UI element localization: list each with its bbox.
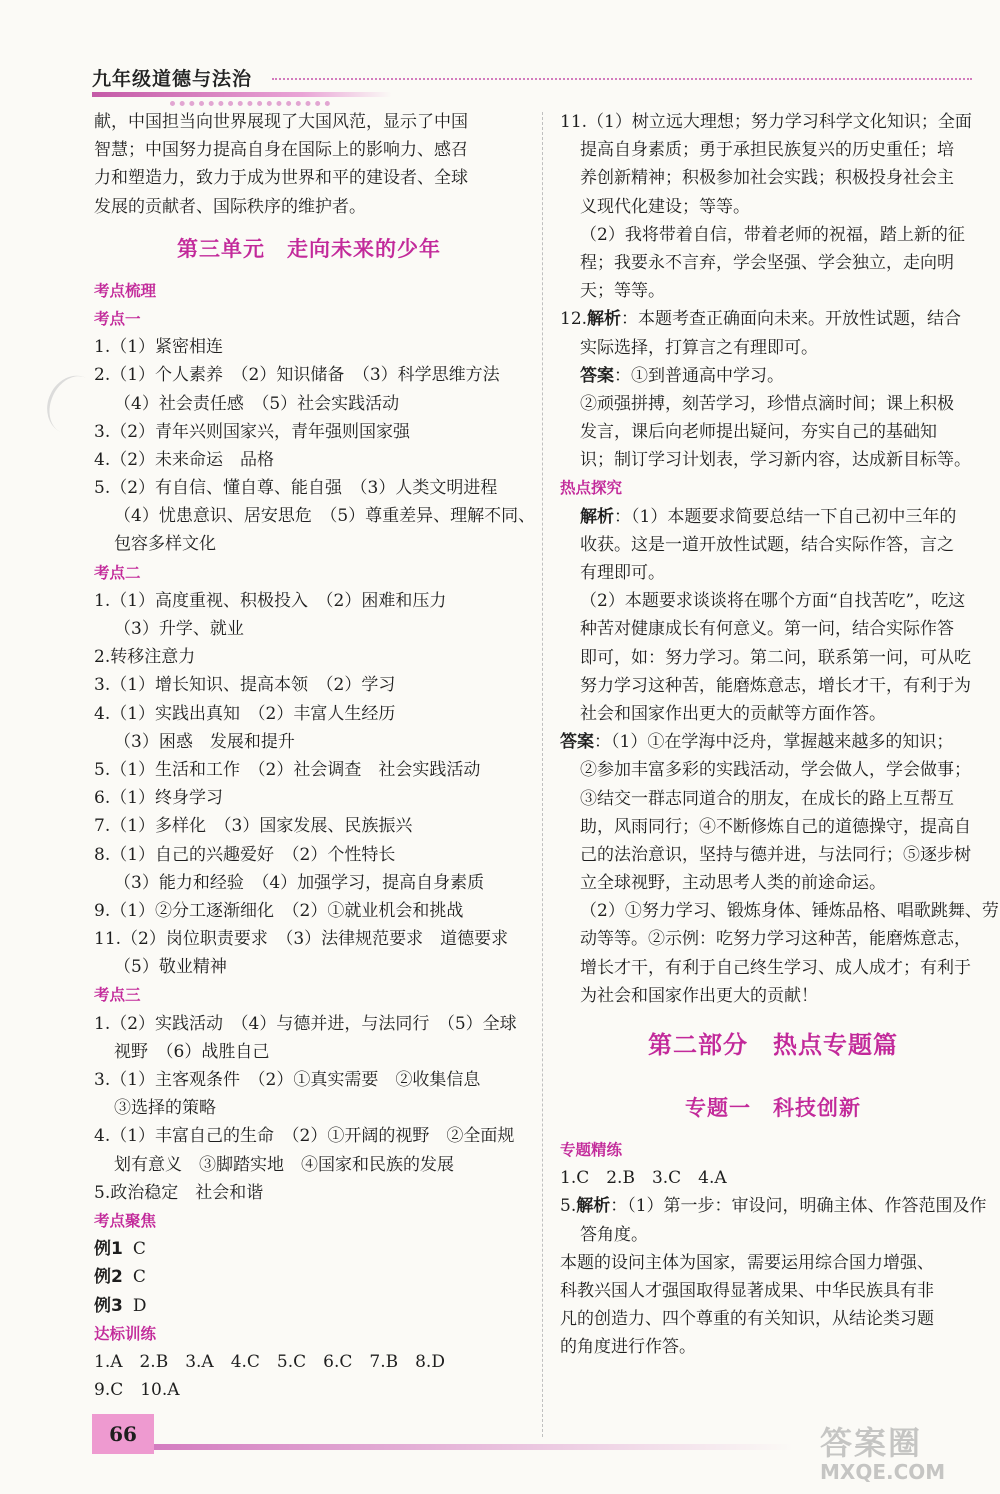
item-number: 12. [560,309,588,330]
footer-bar [154,1444,794,1450]
labeled-line [560,728,986,756]
text-line: 11.（1）树立远大理想；努力学习科学文化知识；全面 [560,112,972,132]
answer-text: ：①到普通高中学习。 [614,365,784,386]
watermark-url: MXQE.COM [820,1460,946,1484]
answer-text: ：（1）本题要求简要总结一下自己初中三年的 [614,506,957,527]
text-line: 3.（1）增长知识、提高本领 （2）学习 [94,675,396,696]
example-label: 例2 [94,1267,123,1288]
example-value: D [132,1295,147,1316]
text-line: 9.（1）②分工逐渐细化 （2）①就业机会和挑战 [94,900,464,921]
text-line: 包容多样文化 [114,534,216,555]
text-line: （3）困惑 发展和提升 [114,731,295,752]
text-line: 社会和国家作出更大的贡献等方面作答。 [580,703,886,724]
example-label: 例1 [94,1239,123,1260]
labeled-line [560,1192,986,1220]
part-title: 第二部分 热点专题篇 [648,1031,898,1059]
subsection-heading: 考点聚焦 [94,1211,157,1230]
answer-text: ：（1）第一步：审设问，明确主体、作答范围及作 [610,1196,987,1217]
text-line: 动等等。②示例：吃努力学习这种苦，能磨炼意志， [580,929,971,950]
text-line: 养创新精神；积极参加社会实践；积极投身社会主 [580,168,954,189]
text-line: 有理即可。 [580,563,665,583]
text-line: 视野 （6）战胜自己 [114,1041,270,1062]
answer-label: 答案 [580,365,614,386]
text-line: 3.（1）主客观条件 （2）①真实需要 ②收集信息 [94,1070,481,1090]
text-line: 3.（2）青年兴则国家兴，青年强则国家强 [94,421,411,442]
text-line: ③结交一群志同道合的朋友，在成长的路上互帮互 [580,788,954,809]
header-dotted-rule [272,78,972,80]
text-line: 2.转移注意力 [94,647,196,668]
text-line: 助，风雨同行；④不断修炼自己的道德操守，提高自 [580,816,971,837]
example-answer [94,1235,524,1263]
text-line: 8.（1）自己的兴趣爱好 （2）个性特长 [94,844,396,865]
example-answer [94,1263,524,1291]
text-line: 5.（1）生活和工作 （2）社会调查 社会实践活动 [94,759,481,780]
subsection-heading: 达标训练 [94,1324,157,1343]
text-line: 种苦对健康成长有何意义。第一问，结合实际作答 [580,619,954,640]
answer-label: 解析 [587,309,622,330]
left-column [94,108,536,1404]
text-line: 4.（1）实践出真知 （2）丰富人生经历 [94,703,396,724]
example-answer [94,1292,524,1320]
subsection-heading: 考点梳理 [94,281,157,300]
text-line: 义现代化建设；等等。 [580,196,750,217]
text-line: 划有意义 ③脚踏实地 ④国家和民族的发展 [114,1154,454,1175]
page-number: 66 [109,1422,137,1446]
text-line: 智慧；中国努力提高自身在国际上的影响力、感召 [94,140,468,161]
answer-label: 解析 [576,1196,611,1217]
text-line: 11.（2）岗位职责要求 （3）法律规范要求 道德要求 [94,929,509,950]
running-header [92,64,980,110]
example-label: 例3 [94,1295,123,1316]
text-line: （4）社会责任感 （5）社会实践活动 [114,393,400,414]
text-line: 献，中国担当向世界展现了大国风范，显示了中国 [94,112,468,132]
text-line: 1.（2）实践活动 （4）与德并进，与法同行 （5）全球 [94,1013,517,1034]
text-line: 发展的贡献者、国际秩序的维护者。 [94,196,366,217]
watermark-logo [820,1418,990,1490]
text-line: 5.政治稳定 社会和谐 [94,1182,264,1203]
text-line: 1.A 2.B 3.A 4.C 5.C 6.C 7.B 8.D [94,1351,445,1372]
text-line: 9.C 10.A [94,1380,180,1401]
section-title: 专题一 科技创新 [685,1096,861,1120]
text-line: （3）能力和经验 （4）加强学习，提高自身素质 [114,872,485,893]
text-line: 程；我要永不言弃，学会坚强、学会独立，走向明 [580,252,954,273]
subsection-heading: 考点一 [94,309,141,328]
column-divider [542,112,543,1437]
answer-text: ：本题考查正确面向未来。开放性试题，结合 [621,309,962,330]
text-line: 凡的创造力、四个尊重的有关知识，从结论类习题 [560,1309,934,1330]
example-value: C [132,1239,146,1260]
text-line: ②参加丰富多彩的实践活动，学会做人，学会做事； [580,760,971,781]
text-line: ③选择的策略 [114,1098,216,1119]
text-line: 己的法治意识，坚持与德并进，与法同行；⑤逐步树 [580,844,971,865]
text-line: 实际选择，打算言之有理即可。 [580,337,818,358]
text-line: 4.（2）未来命运 品格 [94,449,275,470]
text-line: （2）①努力学习、锻炼身体、锤炼品格、唱歌跳舞、劳 [580,901,999,922]
text-line: （4）忧患意识、居安思危 （5）尊重差异、理解不同、 [114,506,536,527]
answer-label: 答案 [560,732,594,753]
item-number: 5. [560,1196,577,1217]
text-line: 的角度进行作答。 [560,1337,696,1358]
text-line: 答角度。 [580,1224,648,1245]
text-line: 6.（1）终身学习 [94,788,224,809]
text-line: 力和塑造力，致力于成为世界和平的建设者、全球 [94,168,468,189]
answer-label: 解析 [580,506,614,527]
text-line: 识；制订学习计划表，学习新内容，达成新目标等。 [580,450,971,471]
subsection-heading: 热点探究 [560,479,623,498]
text-line: 即可，如：努力学习。第二问，联系第一问，可从吃 [580,647,971,668]
right-column [560,108,999,1362]
text-line: 科教兴国人才强国取得显著成果、中华民族具有非 [560,1280,934,1301]
text-line: （3）升学、就业 [114,619,244,639]
text-line: 4.（1）丰富自己的生命 （2）①开阔的视野 ②全面规 [94,1126,515,1147]
text-line: 1.（1）高度重视、积极投入 （2）困难和压力 [94,590,447,611]
text-line: 5.（2）有自信、懂自尊、能自强 （3）人类文明进程 [94,478,498,499]
header-bar [92,92,392,97]
text-line: 增长才干，有利于自己终生学习、成人成才；有利于 [580,957,971,978]
text-line: 7.（1）多样化 （3）国家发展、民族振兴 [94,816,413,837]
text-line: 1.（1）紧密相连 [94,337,224,358]
watermark-text: 答案圈 [820,1424,923,1462]
book-title: 九年级道德与法治 [92,68,253,90]
labeled-line [560,503,986,531]
text-line: （2）我将带着自信，带着老师的祝福，踏上新的征 [580,224,965,245]
text-line: （5）敬业精神 [114,957,227,978]
text-line: 收获。这是一道开放性试题，结合实际作答，言之 [580,534,954,555]
answer-text: ：（1）①在学海中泛舟，掌握越来越多的知识； [594,732,954,753]
text-line: 发言，课后向老师提出疑问，夯实自己的基础知 [580,422,937,443]
text-line: 提高自身素质；勇于承担民族复兴的历史重任；培 [580,140,954,161]
example-value: C [132,1267,146,1288]
section-title: 第三单元 走向未来的少年 [177,236,441,261]
subsection-heading: 考点二 [94,563,141,582]
text-line: 2.（1）个人素养 （2）知识储备 （3）科学思维方法 [94,365,500,386]
text-line: 本题的设问主体为国家，需要运用综合国力增强、 [560,1252,934,1273]
text-line: 立全球视野，主动思考人类的前途命运。 [580,873,886,894]
header-beads [170,101,330,106]
labeled-line [560,305,986,333]
text-line: 天；等等。 [580,281,665,302]
text-line: 1.C 2.B 3.C 4.A [560,1168,727,1189]
subsection-heading: 考点三 [94,986,141,1005]
text-line: （2）本题要求谈谈将在哪个方面“自找苦吃”，吃这 [580,591,966,612]
text-line: ②顽强拼搏，刻苦学习，珍惜点滴时间；课上积极 [580,393,954,414]
text-line: 为社会和国家作出更大的贡献！ [580,985,818,1006]
text-line: 努力学习这种苦，能磨炼意志，增长才干，有利于为 [580,675,971,696]
subsection-heading: 专题精练 [560,1141,623,1159]
labeled-line [560,362,986,390]
